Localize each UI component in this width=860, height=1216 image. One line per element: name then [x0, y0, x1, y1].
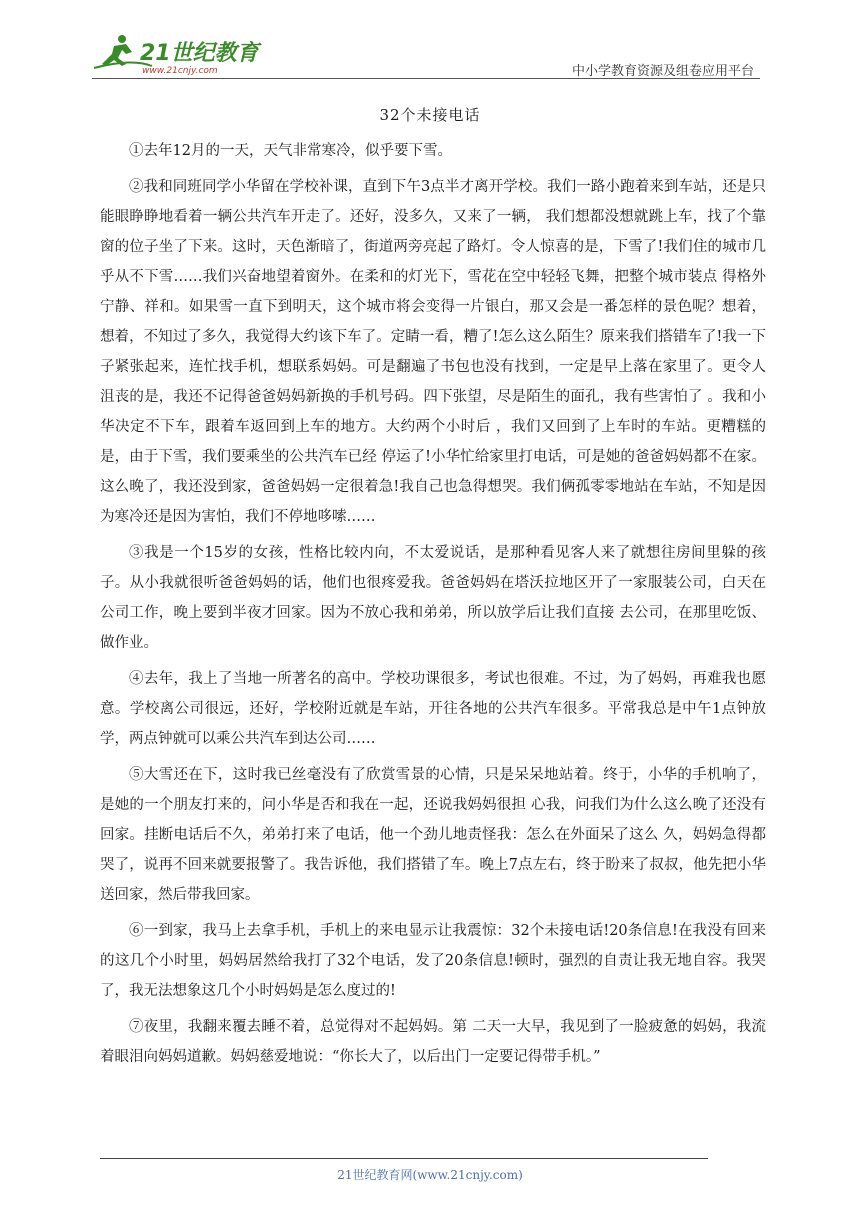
article-body: [100, 136, 766, 1078]
platform-name: 中小学教育资源及组卷应用平台: [571, 64, 754, 79]
article-title: 32个未接电话: [379, 106, 481, 124]
logo-url: www.21cnjy.com: [142, 66, 218, 76]
header-divider: [92, 78, 760, 79]
runner-logo-icon: [92, 32, 262, 76]
paragraph-3: ③我是一个15岁的女孩，性格比较内向，不太爱说话，是那种看见客人来了就想往房间里躲的孩子。从小我就很听爸爸妈妈的话，他们也很疼爱我。爸爸妈妈在塔沃拉地区开了一家服装公司，白天在公司工作，晚上要到半夜才回家。因为不放心我和弟弟，所以放学后让我们直接 去公司，在那里吃饭、做作业。: [100, 545, 766, 651]
paragraph-5: ⑤大雪还在下，这时我已丝毫没有了欣赏雪景的心情，只是呆呆地站着。终于，小华的手机响了，是她的一个朋友打来的，问小华是否和我在一起，还说我妈妈很担 心我，问我们为什么这么晚了还没有回家。挂断电话后不久，弟弟打来了电话，他一个劲儿地责怪我：怎么在外面呆了这么 久，妈妈急得都哭了，说再不回来就要报警了。我告诉他，我们搭错了车。晚上7点左右，终于盼来了叔叔，他先把小华送回家，然后带我回家。: [100, 767, 766, 903]
logo-text: 21世纪教育: [140, 41, 259, 66]
footer-divider: [100, 1158, 708, 1159]
page-footer[interactable]: 21世纪教育网(www.21cnjy.com): [337, 1168, 523, 1182]
page-header: [92, 28, 760, 80]
paragraph-1: ①去年12月的一天，天气非常寒冷，似乎要下雪。: [129, 143, 452, 159]
paragraph-6: ⑥一到家，我马上去拿手机，手机上的来电显示让我震惊：32个未接电话!20条信息!在我没有回来的这几个小时里，妈妈居然给我打了32个电话，发了20条信息!顿时，强烈的自责让我无地自容。我哭了，我无法想象这几个小时妈妈是怎么度过的!: [100, 923, 766, 999]
paragraph-7: ⑦夜里，我翻来覆去睡不着，总觉得对不起妈妈。第 二天一大早，我见到了一脸疲惫的妈妈，我流着眼泪向妈妈道歉。妈妈慈爱地说：“你长大了，以后出门一定要记得带手机。”: [100, 1019, 766, 1065]
paragraph-4: ④去年，我上了当地一所著名的高中。学校功课很多，考试也很难。不过，为了妈妈，再难我也愿意。学校离公司很远，还好，学校附近就是车站，开往各地的公共汽车很多。平常我总是中午1点钟放学，两点钟就可以乘公共汽车到达公司……: [100, 671, 766, 747]
site-logo[interactable]: [92, 32, 262, 76]
paragraph-2: ②我和同班同学小华留在学校补课，直到下午3点半才离开学校。我们一路小跑着来到车站，还是只能眼睁睁地看着一辆公共汽车开走了。还好，没多久，又来了一辆， 我们想都没想就跳上车，找了个靠窗的位子坐了下来。这时，天色渐暗了，街道两旁亮起了路灯。令人惊喜的是，下雪了!我们住的城市几乎从不下雪……我们兴奋地望着窗外。在柔和的灯光下，雪花在空中轻轻飞舞，把整个城市装点 得格外宁静、祥和。如果雪一直下到明天，这个城市将会变得一片银白，那又会是一番怎样的景色呢？想着，想着，不知过了多久，我觉得大约该下车了。定睛一看，糟了!怎么这么陌生？原来我们搭错车了!我一下子紧张起来，连忙找手机，想联系妈妈。可是翻遍了书包也没有找到，一定是早上落在家里了。更令人沮丧的是，我还不记得爸爸妈妈新换的手机号码。四下张望，尽是陌生的面孔，我有些害怕了 。我和小华决定不下车，跟着车返回到上车的地方。大约两个小时后 ，我们又回到了上车时的车站。更糟糕的是，由于下雪，我们要乘坐的公共汽车已经 停运了!小华忙给家里打电话，可是她的爸爸妈妈都不在家。这么晚了，我还没到家，爸爸妈妈一定很着急!我自己也急得想哭。我们俩孤零零地站在车站，不知是因为寒冷还是因为害怕，我们不停地哆嗦……: [100, 179, 766, 525]
